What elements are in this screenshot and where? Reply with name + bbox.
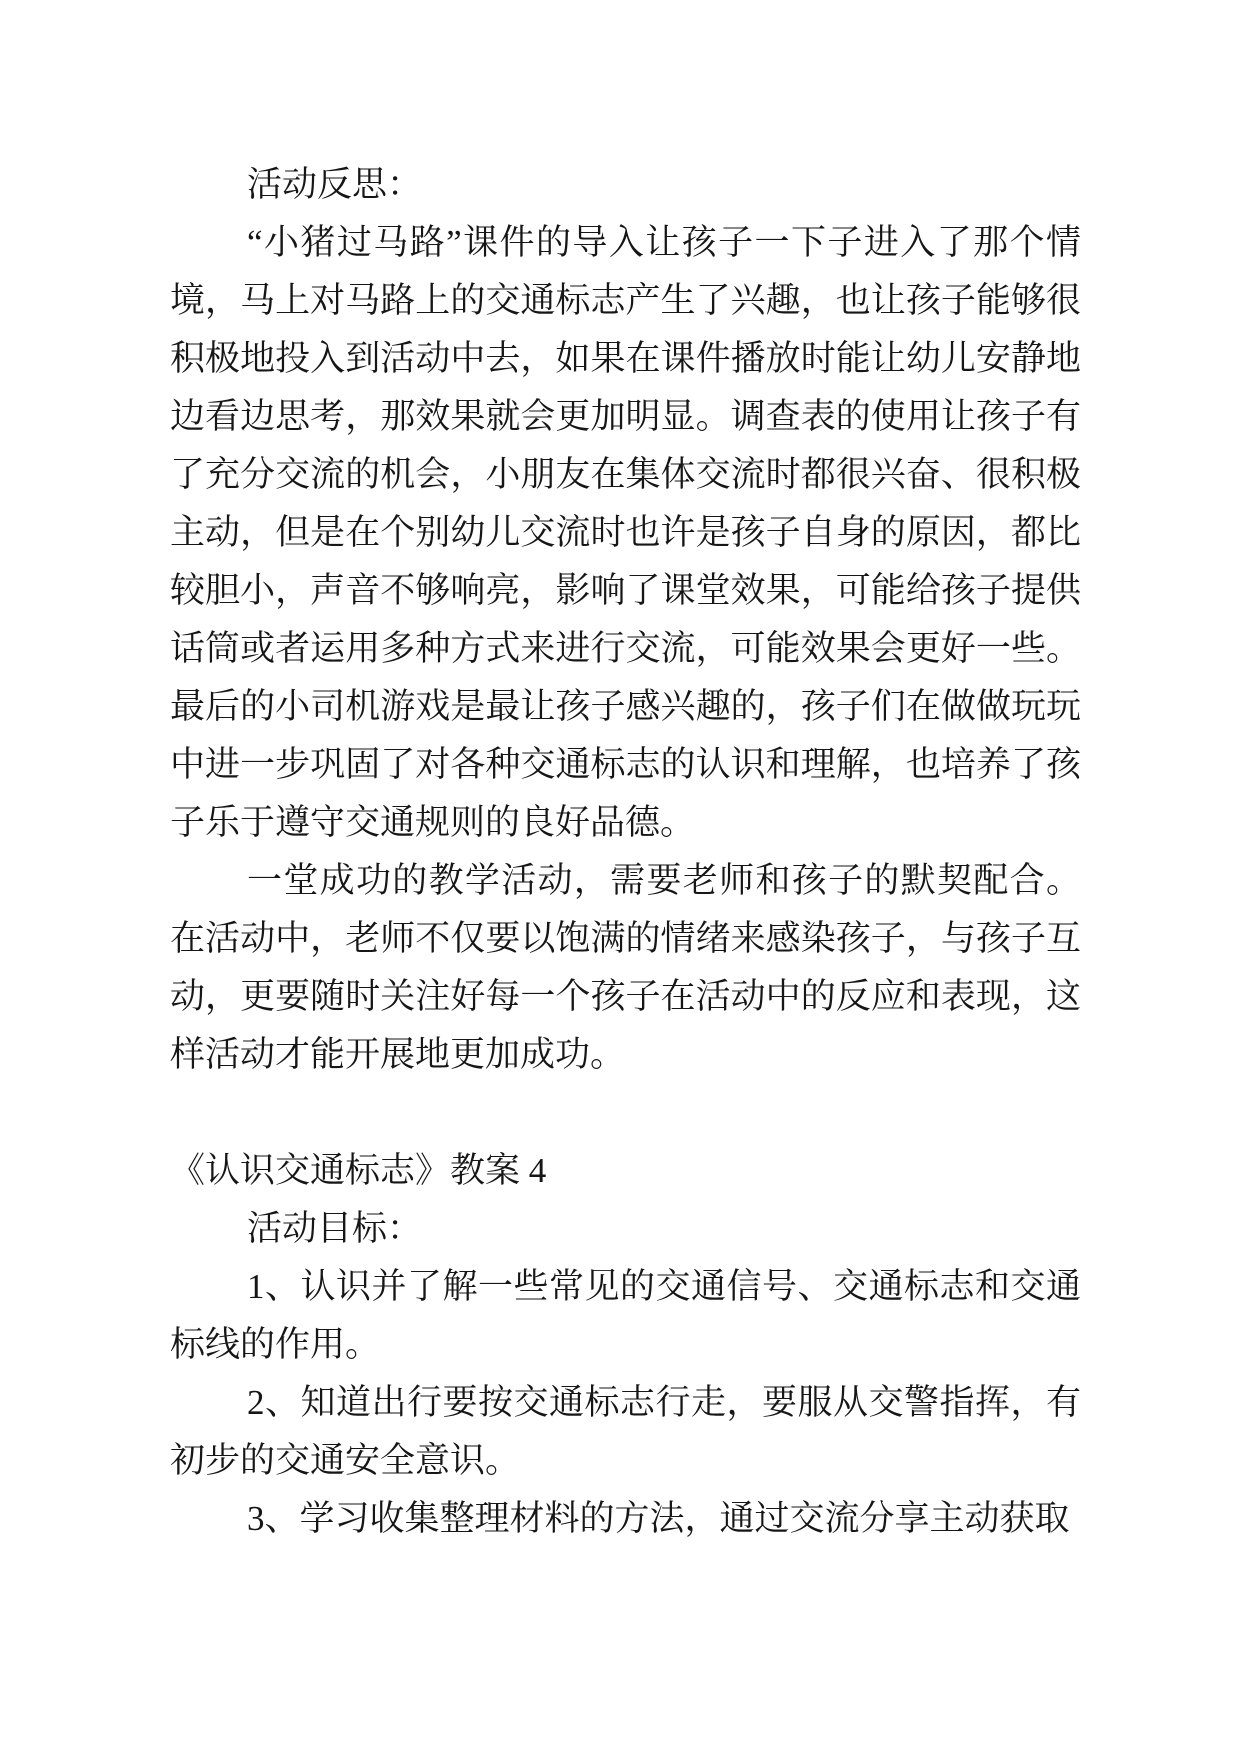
goal-item-1: 1、认识并了解一些常见的交通信号、交通标志和交通标线的作用。 [170,1267,1081,1364]
section-label-reflection: 活动反思： [247,165,423,204]
goal-item-2: 2、知道出行要按交通标志行走，要服从交警指挥，有初步的交通安全意识。 [170,1383,1081,1480]
section-label-goals: 活动目标： [247,1209,423,1248]
paragraph-reflection-body-1: “小猪过马路”课件的导入让孩子一下子进入了那个情境，马上对马路上的交通标志产生了兴趣，也让孩子能够很积极地投入到活动中去，如果在课件播放时能让幼儿安静地边看边思考，那效果就会更加明显。调查表的使用让孩子有了充分交流的机会，小朋友在集体交流时都很兴奋、很积极主动，但是在个别幼儿交流时也许是孩子自身的原因，都比较胆小，声音不够响亮，影响了课堂效果，可能给孩子提供话筒或者运用多种方式来进行交流，可能效果会更好一些。最后的小司机游戏是最让孩子感兴趣的，孩子们在做做玩玩中进一步巩固了对各种交通标志的认识和理解，也培养了孩子乐于遵守交通规则的良好品德。 [170,223,1081,842]
paragraph-reflection-body-2: 一堂成功的教学活动，需要老师和孩子的默契配合。在活动中，老师不仅要以饱满的情绪来感染孩子，与孩子互动，更要随时关注好每一个孩子在活动中的反应和表现，这样活动才能开展地更加成功。 [170,861,1081,1074]
goal-item-3: 3、学习收集整理材料的方法，通过交流分享主动获取 [247,1499,1070,1538]
lesson-plan-title: 《认识交通标志》教案 4 [170,1151,547,1190]
